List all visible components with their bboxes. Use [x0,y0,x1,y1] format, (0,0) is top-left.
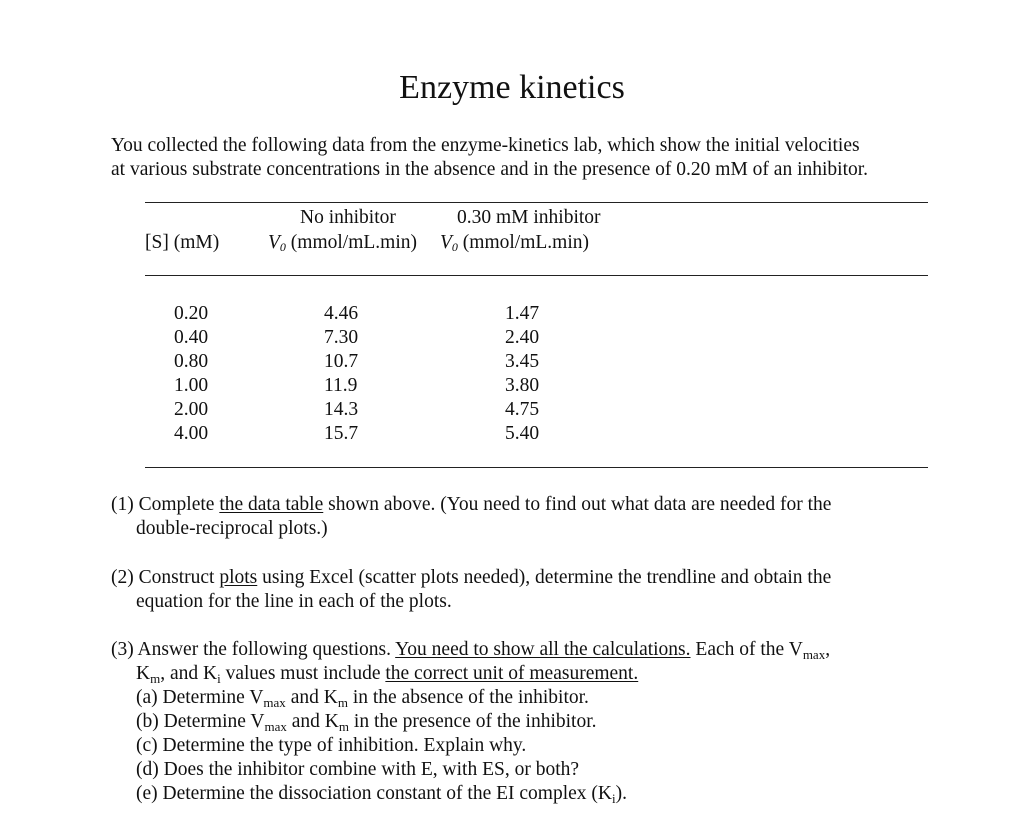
table-header-rule [145,275,928,276]
intro-paragraph [111,134,951,182]
header-v0-no-inhibitor: $V_0$ (mmol/mL.min) [268,232,417,254]
question-3a: (a) Determine $V_{max}$ and $K_m$ in the absence of the inhibitor. [136,687,589,710]
header-substrate: [S] (mM) [145,232,220,253]
unit-of-measurement-link: the correct unit of measurement. [385,663,639,684]
header-no-inhibitor: No inhibitor [300,207,396,228]
table-bottom-rule [145,467,928,468]
data-table-link: the data table [219,494,324,515]
intro-line-2: at various substrate concentrations in the absence and in the presence of 0.20 mM of an inhibitor. [111,159,869,180]
table-top-rule [145,202,928,203]
column-v0-inhibitor [505,302,539,446]
question-3b: (b) Determine $V_{max}$ and $K_m$ in the presence of the inhibitor. [136,711,597,734]
cell-vi: 5.40 [505,423,540,444]
cell-vi: 1.47 [505,303,540,324]
cell-vi: 4.75 [505,399,540,420]
cell-v0: 4.46 [324,303,359,324]
intro-line-1: You collected the following data from the enzyme-kinetics lab, which show the initial velocities [111,135,860,156]
question-1: (1) Complete the data table shown above. (You need to find out what data are needed for the double-reciprocal plots.) [111,494,832,539]
cell-s: 2.00 [174,399,209,420]
cell-v0: 11.9 [324,375,358,396]
cell-v0: 15.7 [324,423,359,444]
cell-vi: 2.40 [505,327,540,348]
cell-s: 1.00 [174,375,209,396]
question-3: (3) Answer the following questions. You need to show all the calculations. Each of the $V_{max}$, $K_m$, and $K_i$ values must include the correct unit of measurement. (a) Determine $V_{max}$ and $K_m$ in the absence of the inhibitor. (b) Determine $V_{max}$ and $K_m$ in the presence of the inhibitor. (c) Determine the type of inhibition. Explain why. (d) Does the inhibitor combine with E, with ES, or both? (e) Determine the dissociation constant of the EI complex $(K_i)$. [111,638,931,806]
page-title: Enzyme kinetics [399,69,625,106]
cell-s: 4.00 [174,423,209,444]
cell-v0: 14.3 [324,399,359,420]
cell-s: 0.20 [174,303,209,324]
cell-s: 0.80 [174,351,209,372]
cell-s: 0.40 [174,327,209,348]
column-v0-no-inhibitor [324,302,358,446]
question-3d: (d) Does the inhibitor combine with E, with ES, or both? [136,759,580,780]
cell-vi: 3.45 [505,351,540,372]
question-2: (2) Construct plots using Excel (scatter plots needed), determine the trendline and obtain the equation for the line in each of the plots. [111,567,832,612]
show-calculations-link: You need to show all the calculations. [395,639,691,660]
cell-v0: 10.7 [324,351,359,372]
question-3c: (c) Determine the type of inhibition. Explain why. [136,735,527,756]
header-inhibitor: 0.30 mM inhibitor [457,207,601,228]
question-3e: (e) Determine the dissociation constant of the EI complex $(K_i)$. [136,783,627,806]
cell-vi: 3.80 [505,375,540,396]
plots-link: plots [219,567,258,588]
header-v0-inhibitor: $V_0$ (mmol/mL.min) [440,232,589,254]
cell-v0: 7.30 [324,327,359,348]
column-substrate [174,302,208,446]
